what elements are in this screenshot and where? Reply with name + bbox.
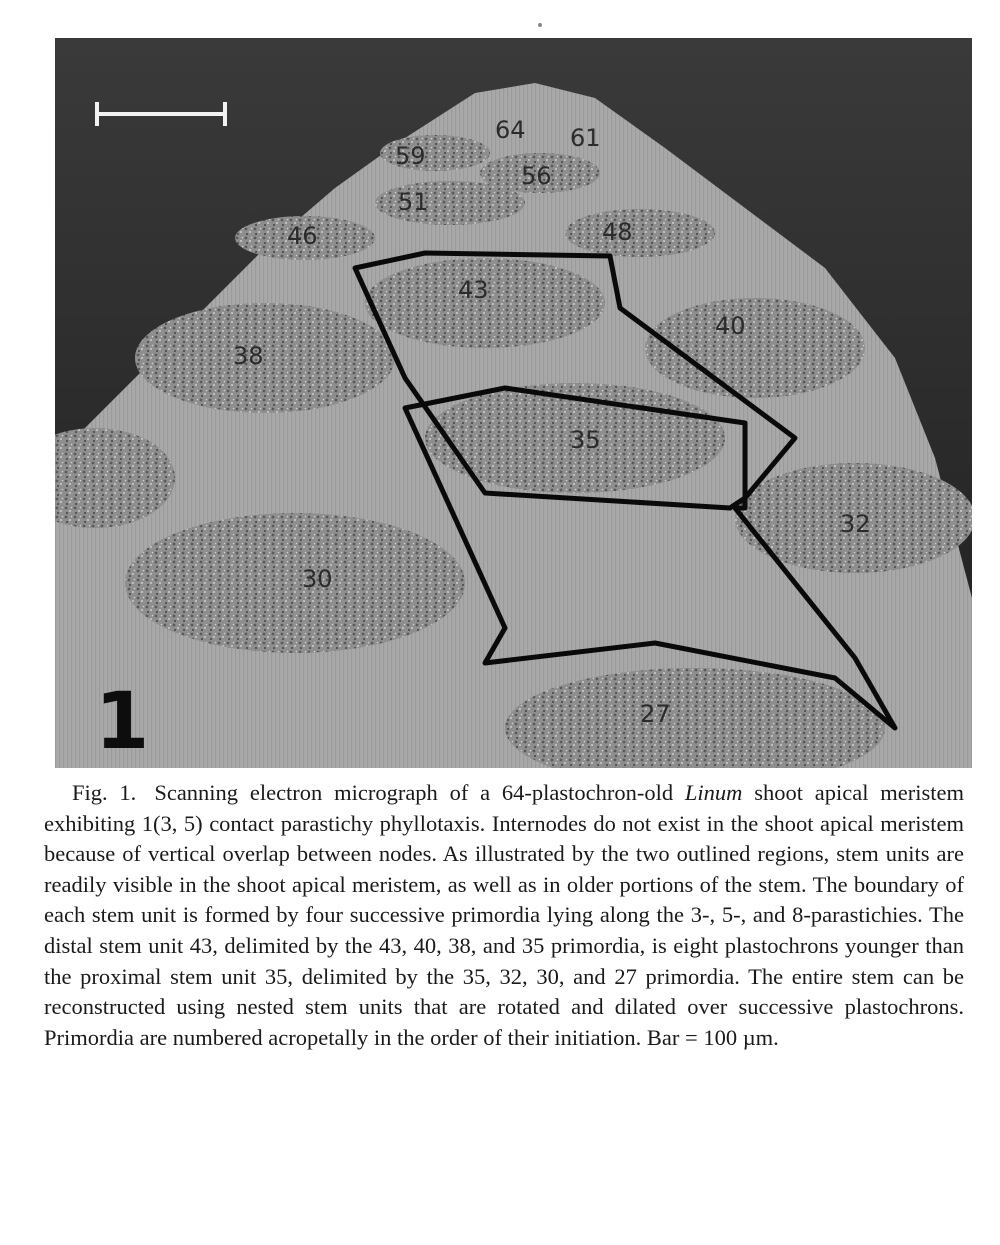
caption-text-rest: shoot apical meristem exhibiting 1(3, 5) contact parastichy phyllotaxis. Internodes do not exist in the shoot apical meristem because of vertical overlap between nodes. As illustrated by the two outlined regions, stem units are readily visible in the shoot apical meristem, as well as in older portions of the stem. The boundary of each stem unit is formed by four successive primordia lying along the 3-, 5-, and 8-parastichies. The distal stem unit 43, delimited by the 43, 40, 38, and 35 primordia, is eight plastochrons younger than the proximal stem unit 35, delimited by the 35, 32, 30, and 27 primordia. The entire stem can be reconstructed using nested stem units that are rotated and dilated over successive plastochrons. Primordia are numbered acropetally in the order of their initiation. Bar = 100 µm. (44, 780, 965, 1050)
sem-micrograph (55, 38, 972, 768)
label-64: 64 (495, 116, 526, 144)
label-35: 35 (570, 426, 601, 454)
figure-caption (44, 778, 964, 1053)
panel-number: 1 (95, 677, 150, 767)
label-30: 30 (302, 565, 333, 593)
label-38: 38 (233, 342, 264, 370)
label-46: 46 (287, 222, 318, 250)
label-61: 61 (570, 124, 601, 152)
label-51: 51 (398, 188, 429, 216)
label-59: 59 (395, 142, 426, 170)
speck-mark (538, 23, 542, 27)
label-27: 27 (640, 700, 671, 728)
caption-text-start: Scanning electron micrograph of a 64-plastochron-old (154, 780, 674, 805)
label-48: 48 (602, 218, 633, 246)
micrograph-image (55, 38, 972, 768)
caption-label: Fig. 1. (72, 780, 137, 805)
label-40: 40 (715, 312, 746, 340)
label-56: 56 (521, 162, 552, 190)
caption-genus: Linum (684, 780, 743, 805)
label-32: 32 (840, 510, 871, 538)
label-43: 43 (458, 276, 489, 304)
